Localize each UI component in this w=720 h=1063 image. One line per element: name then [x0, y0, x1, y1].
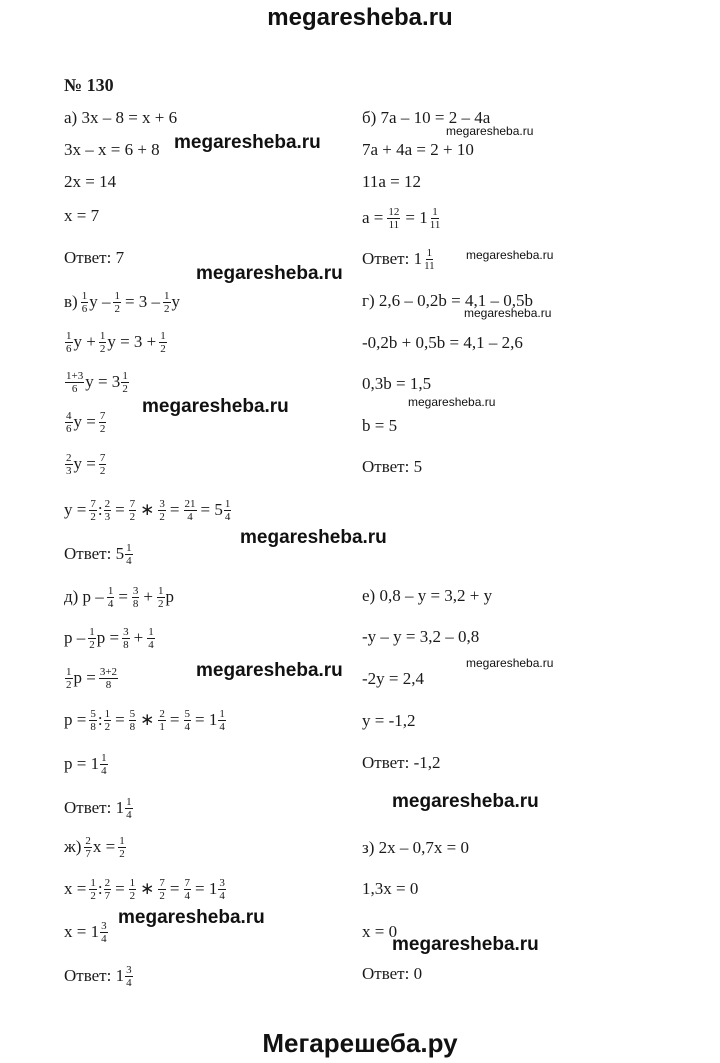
numerator: 1 — [129, 876, 136, 889]
numerator: 7 — [99, 409, 106, 422]
numerator: 7 — [184, 876, 191, 889]
denominator: 2 — [99, 464, 106, 477]
answer-prefix: Ответ: 1 — [64, 798, 125, 817]
math-text: y — [171, 292, 181, 311]
part-a-line-1: а) 3x – 8 = x + 6 — [64, 108, 178, 127]
part-v-line-3 — [64, 368, 130, 396]
fraction — [159, 330, 167, 355]
numerator: 3 — [101, 919, 107, 932]
denominator: 6 — [81, 302, 88, 315]
math-text: = 1 — [195, 879, 218, 898]
part-b-answer — [362, 245, 437, 273]
part-b-line-4-prefix: a = — [362, 208, 384, 227]
part-v-line-5 — [64, 450, 107, 478]
math-text: = — [169, 500, 180, 519]
numerator: 3 — [126, 963, 132, 976]
numerator: 1 — [104, 707, 111, 720]
part-e-line-1: е) 0,8 – y = 3,2 + y — [362, 586, 493, 605]
math-text: p = — [96, 628, 120, 647]
fraction — [129, 708, 137, 733]
fraction — [184, 498, 197, 523]
math-text: = — [115, 710, 125, 729]
part-e-line-4: y = -1,2 — [362, 711, 416, 730]
math-text: x = 1 — [64, 922, 100, 941]
fraction — [218, 708, 226, 733]
denominator: 6 — [66, 342, 72, 355]
fraction — [118, 835, 126, 860]
part-g-line-1: г) 2,6 – 0,2b = 4,1 – 0,5b — [362, 291, 533, 310]
numerator: 5 — [129, 707, 136, 720]
fraction — [65, 452, 73, 477]
fraction — [158, 498, 166, 523]
numerator: 7 — [129, 497, 136, 510]
denominator: 2 — [160, 342, 166, 355]
math-text: y = — [64, 500, 87, 519]
denominator: 6 — [66, 422, 72, 435]
numerator: 1 — [89, 625, 95, 638]
denominator: 4 — [107, 597, 114, 610]
numerator: 2 — [66, 451, 72, 464]
watermark: megaresheba.ru — [196, 660, 343, 681]
fraction — [89, 708, 97, 733]
numerator: 1 — [426, 246, 433, 259]
fraction — [121, 370, 129, 395]
numerator: 1 — [224, 497, 231, 510]
denominator: 11 — [429, 218, 441, 231]
fraction — [113, 290, 121, 315]
part-e-line-3: -2y = 2,4 — [362, 669, 424, 688]
math-text: p — [165, 587, 174, 606]
numerator: 2 — [159, 707, 165, 720]
part-d-label: д) p – — [64, 587, 104, 606]
fraction — [89, 877, 97, 902]
fraction — [158, 708, 166, 733]
fraction — [218, 877, 226, 902]
denominator: 4 — [219, 889, 225, 902]
denominator: 1 — [159, 720, 165, 733]
watermark: megaresheba.ru — [240, 527, 387, 548]
math-text: = — [169, 879, 180, 898]
fraction — [129, 498, 137, 523]
part-zh-line-2 — [64, 875, 227, 903]
fraction — [99, 666, 118, 691]
watermark: megaresheba.ru — [196, 263, 343, 284]
numerator: 1 — [160, 329, 166, 342]
fraction — [107, 585, 115, 610]
fraction — [125, 964, 133, 989]
denominator: 8 — [90, 720, 96, 733]
numerator: 1 — [119, 834, 125, 847]
math-text: = 5 — [200, 500, 223, 519]
part-a-line-2: 3x – x = 6 + 8 — [64, 140, 160, 159]
part-v-line-6 — [64, 496, 232, 524]
part-d-answer — [64, 794, 134, 822]
numerator: 3+2 — [99, 665, 118, 678]
fraction — [100, 752, 108, 777]
math-text: y + — [73, 332, 96, 351]
fraction — [132, 585, 140, 610]
math-text: = 3 – — [124, 292, 161, 311]
fraction — [387, 206, 400, 231]
numerator: 5 — [184, 707, 191, 720]
numerator: 1 — [158, 584, 164, 597]
denominator: 11 — [424, 259, 435, 272]
part-b-line-1: б) 7a – 10 = 2 – 4a — [362, 108, 491, 127]
denominator: 4 — [148, 638, 154, 651]
watermark: megaresheba.ru — [142, 396, 289, 417]
math-text: = — [118, 587, 128, 606]
numerator: 1 — [148, 625, 154, 638]
watermark-small: megaresheba.ru — [446, 124, 534, 138]
fraction — [104, 708, 112, 733]
fraction — [224, 498, 232, 523]
part-v-line-4 — [64, 408, 107, 436]
math-text: p – — [64, 628, 86, 647]
denominator: 4 — [126, 808, 132, 821]
denominator: 2 — [90, 510, 96, 523]
part-a-line-3: 2x = 14 — [64, 172, 117, 191]
math-text: x = — [64, 879, 87, 898]
math-text: : — [97, 710, 103, 729]
part-b-line-4-mid: = 1 — [405, 208, 428, 227]
numerator: 1+3 — [66, 369, 84, 382]
part-d-line-3 — [64, 664, 119, 692]
denominator: 2 — [129, 889, 136, 902]
numerator: 1 — [164, 289, 170, 302]
fraction — [125, 542, 133, 567]
fraction — [65, 370, 84, 395]
math-text: = — [115, 879, 125, 898]
numerator: 3 — [159, 497, 165, 510]
fraction — [99, 452, 107, 477]
numerator: 1 — [126, 795, 132, 808]
numerator: 2 — [85, 834, 91, 847]
math-text: y – — [89, 292, 111, 311]
denominator: 2 — [66, 678, 72, 691]
math-text: + — [143, 587, 153, 606]
part-e-line-2: -y – y = 3,2 – 0,8 — [362, 627, 480, 646]
answer-prefix: Ответ: 5 — [64, 544, 125, 563]
watermark-small: megaresheba.ru — [466, 656, 554, 670]
part-b-line-4 — [362, 204, 442, 232]
watermark: megaresheba.ru — [118, 907, 265, 928]
part-zh-answer — [64, 962, 134, 990]
part-d-line-2 — [64, 624, 156, 652]
fraction — [157, 585, 165, 610]
fraction — [125, 796, 133, 821]
math-text: p = — [73, 668, 96, 687]
math-text: y = — [73, 412, 96, 431]
answer-prefix: Ответ: 1 — [64, 966, 125, 985]
fraction — [184, 877, 192, 902]
numerator: 1 — [126, 541, 132, 554]
part-a-line-4: x = 7 — [64, 206, 100, 225]
fraction — [84, 835, 92, 860]
denominator: 2 — [89, 638, 95, 651]
math-text: = — [115, 500, 125, 519]
numerator: 1 — [114, 289, 120, 302]
part-a-answer: Ответ: 7 — [64, 248, 125, 267]
part-g-line-4: b = 5 — [362, 416, 398, 435]
math-text: y = — [73, 454, 96, 473]
part-g-answer: Ответ: 5 — [362, 457, 423, 476]
footer-site-title[interactable]: Мегарешеба.ру — [262, 1028, 458, 1058]
numerator: 21 — [184, 497, 196, 510]
denominator: 2 — [90, 889, 96, 902]
part-z-line-3: x = 0 — [362, 922, 398, 941]
denominator: 4 — [126, 554, 132, 567]
part-zh-line-3 — [64, 918, 109, 946]
denominator: 11 — [388, 218, 400, 231]
part-e-answer: Ответ: -1,2 — [362, 753, 441, 772]
denominator: 3 — [66, 464, 72, 477]
denominator: 8 — [105, 678, 112, 691]
part-v-line-1 — [64, 288, 180, 316]
fraction — [65, 666, 73, 691]
fraction — [184, 708, 192, 733]
denominator: 2 — [122, 382, 128, 395]
fraction — [65, 410, 73, 435]
part-v-answer — [64, 540, 134, 568]
numerator: 1 — [122, 369, 128, 382]
part-d-line-5 — [64, 750, 109, 778]
denominator: 4 — [187, 510, 193, 523]
numerator: 1 — [107, 584, 114, 597]
fraction — [104, 498, 112, 523]
denominator: 4 — [101, 932, 107, 945]
watermark: megaresheba.ru — [392, 934, 539, 955]
part-z-line-2: 1,3x = 0 — [362, 879, 419, 898]
math-text: ∗ — [140, 879, 155, 898]
header-site-title[interactable]: megaresheba.ru — [267, 4, 453, 31]
part-zh-line-1 — [64, 833, 127, 861]
fraction — [158, 877, 166, 902]
math-text: = 1 — [195, 710, 218, 729]
numerator: 7 — [99, 451, 106, 464]
fraction — [163, 290, 171, 315]
denominator: 2 — [158, 597, 164, 610]
watermark: megaresheba.ru — [392, 791, 539, 812]
numerator: 1 — [81, 289, 88, 302]
part-d-line-1 — [64, 583, 174, 611]
math-text: x = — [92, 837, 116, 856]
fraction — [65, 330, 73, 355]
denominator: 7 — [104, 889, 111, 902]
part-z-line-1: з) 2x – 0,7x = 0 — [362, 838, 469, 857]
denominator: 2 — [159, 889, 165, 902]
numerator: 1 — [101, 751, 107, 764]
denominator: 2 — [164, 302, 170, 315]
denominator: 4 — [219, 720, 225, 733]
denominator: 4 — [224, 510, 231, 523]
numerator: 7 — [159, 876, 165, 889]
part-b-line-3: 11a = 12 — [362, 172, 422, 191]
numerator: 7 — [90, 497, 96, 510]
part-g-line-2: -0,2b + 0,5b = 4,1 – 2,6 — [362, 333, 523, 352]
part-g-line-3: 0,3b = 1,5 — [362, 374, 432, 393]
fraction — [89, 498, 97, 523]
denominator: 4 — [184, 720, 191, 733]
numerator: 1 — [432, 205, 438, 218]
fraction — [104, 877, 112, 902]
watermark-small: megaresheba.ru — [466, 248, 554, 262]
numerator: 12 — [388, 205, 400, 218]
fraction — [423, 247, 436, 272]
denominator: 7 — [85, 847, 91, 860]
denominator: 8 — [132, 597, 139, 610]
watermark: megaresheba.ru — [174, 132, 321, 153]
denominator: 3 — [104, 510, 111, 523]
denominator: 2 — [99, 342, 106, 355]
part-z-answer: Ответ: 0 — [362, 964, 423, 983]
watermark-small: megaresheba.ru — [464, 306, 552, 320]
numerator: 3 — [123, 625, 129, 638]
math-text: + — [133, 628, 144, 647]
fraction — [429, 206, 442, 231]
math-text: : — [97, 500, 103, 519]
denominator: 4 — [101, 764, 107, 777]
math-text: p = 1 — [64, 754, 100, 773]
denominator: 2 — [114, 302, 120, 315]
fraction — [99, 410, 107, 435]
part-d-line-4 — [64, 706, 227, 734]
fraction — [100, 920, 108, 945]
numerator: 1 — [66, 329, 72, 342]
numerator: 2 — [104, 876, 111, 889]
math-text: ∗ — [140, 500, 155, 519]
numerator: 1 — [99, 329, 106, 342]
part-zh-label: ж) — [64, 837, 82, 856]
denominator: 2 — [119, 847, 125, 860]
part-v-line-2 — [64, 328, 168, 356]
task-number: № 130 — [64, 75, 114, 95]
math-text: p = — [64, 710, 87, 729]
denominator: 2 — [104, 720, 111, 733]
math-text: y = 3 + — [107, 332, 157, 351]
numerator: 3 — [219, 876, 225, 889]
math-text: ∗ — [140, 710, 155, 729]
numerator: 2 — [104, 497, 111, 510]
fraction — [122, 626, 130, 651]
numerator: 1 — [90, 876, 96, 889]
math-text: = — [169, 710, 180, 729]
numerator: 1 — [66, 665, 72, 678]
part-v-label: в) — [64, 292, 78, 311]
denominator: 4 — [184, 889, 191, 902]
denominator: 2 — [129, 510, 136, 523]
numerator: 4 — [66, 409, 72, 422]
denominator: 4 — [126, 976, 132, 989]
math-text: : — [97, 879, 103, 898]
part-b-answer-prefix: Ответ: 1 — [362, 249, 423, 268]
fraction — [147, 626, 155, 651]
denominator: 8 — [129, 720, 136, 733]
math-text: y = 3 — [85, 372, 121, 391]
denominator: 6 — [71, 382, 78, 395]
denominator: 8 — [123, 638, 129, 651]
fraction — [81, 290, 89, 315]
fraction — [99, 330, 107, 355]
denominator: 2 — [99, 422, 106, 435]
fraction — [88, 626, 96, 651]
part-b-line-2: 7a + 4a = 2 + 10 — [362, 140, 474, 159]
fraction — [129, 877, 137, 902]
denominator: 2 — [159, 510, 165, 523]
numerator: 3 — [132, 584, 139, 597]
watermark-small: megaresheba.ru — [408, 395, 496, 409]
numerator: 5 — [90, 707, 96, 720]
numerator: 1 — [219, 707, 225, 720]
